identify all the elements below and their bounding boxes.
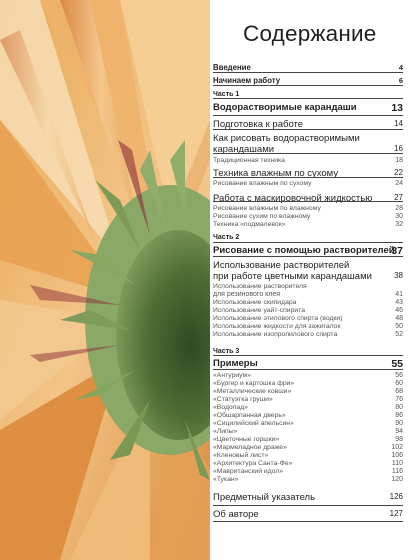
toc-entry-title: Традиционная техника — [213, 157, 285, 164]
toc-entry-title: «Липы» — [213, 428, 238, 435]
toc-entry-title: Часть 2 — [213, 234, 240, 241]
toc-entry-title: «Бургер и картошка фри» — [213, 380, 295, 387]
divider-line — [213, 521, 403, 522]
toc-entry-title: Использование уайт-спирита — [213, 307, 305, 314]
toc-page-number: 6 — [398, 76, 403, 85]
toc-entry-title: «Тукан» — [213, 476, 239, 483]
toc-page-number: 56 — [395, 372, 403, 379]
divider-line — [213, 72, 403, 73]
toc-page-number: 41 — [395, 291, 403, 298]
toc-entry-title: «Мармеладное драже» — [213, 444, 287, 451]
toc-entry-title: Подготовка к работе — [213, 119, 304, 130]
toc-entry-title-cont: для резинового клея — [213, 291, 281, 298]
toc-entry-title: «Цветочные горшки» — [213, 436, 280, 443]
toc-page-number: 98 — [395, 436, 403, 443]
toc-page-number: 37 — [391, 245, 403, 257]
toc-page-number: 60 — [395, 380, 403, 387]
toc-entry-title: «Водопад» — [213, 404, 248, 411]
toc-entry-title: «Сицилийский апельсин» — [213, 420, 294, 427]
toc-page-number: 76 — [395, 396, 403, 403]
toc-entry-title: «Кленовый лист» — [213, 452, 269, 459]
toc-entry-title: Рисование сухим по влажному — [213, 213, 311, 220]
toc-entry-title: Начинаем работу — [213, 76, 281, 85]
toc-entry-title: Техника «подмалевок» — [213, 221, 286, 228]
toc-page-number: 48 — [395, 315, 403, 322]
toc-entry-title: Использование скипидара — [213, 299, 297, 306]
toc-entry-title: «Металлические ковши» — [213, 388, 292, 395]
toc-page-number: 13 — [391, 102, 403, 114]
toc-entry-title-cont: при работе цветными карандашами — [213, 271, 372, 282]
toc-entry-title: «Антуриум» — [213, 372, 251, 379]
divider-line — [213, 242, 403, 243]
toc-entry-title: «Обшарпанная дверь» — [213, 412, 286, 419]
toc-page-number: 28 — [395, 205, 403, 212]
toc-page-number: 86 — [395, 412, 403, 419]
toc-page-number: 127 — [389, 509, 403, 518]
toc-page-number: 27 — [394, 193, 403, 202]
toc-page-number: 30 — [395, 213, 403, 220]
toc-entry-title: Использование изопропилового спирта — [213, 331, 338, 338]
toc-entry-title: Об авторе — [213, 509, 259, 520]
toc-page-number: 52 — [395, 331, 403, 338]
divider-line — [213, 369, 403, 370]
toc-entry-title: Использование жидкости для зажигалок — [213, 323, 341, 330]
toc-entry-title: Использование растворителя — [213, 283, 307, 290]
toc-page-number: 43 — [395, 299, 403, 306]
toc-entry-title: Использование растворителей — [213, 260, 350, 271]
toc-page-number: 22 — [394, 168, 403, 177]
divider-line — [213, 256, 403, 257]
toc-entry-title: Использование этилового спирта (водки) — [213, 315, 343, 322]
toc-page-number: 55 — [391, 358, 403, 370]
divider-line — [213, 98, 403, 99]
toc-page-number: 106 — [391, 452, 403, 459]
divider-line — [213, 129, 403, 130]
toc-page-number: 116 — [391, 468, 403, 475]
toc-page-number: 102 — [391, 444, 403, 451]
divider-line — [213, 201, 403, 202]
toc-entry-title: Введение — [213, 63, 251, 72]
toc-page-number: 68 — [395, 388, 403, 395]
toc-page-number: 80 — [395, 404, 403, 411]
toc-entry-title: Работа с маскировочной жидкостью — [213, 193, 373, 204]
toc-page-number: 16 — [394, 144, 403, 153]
divider-line — [213, 85, 403, 86]
toc-entry-title: Водорастворимые карандаши — [213, 102, 357, 113]
toc-entry-title: «Архитектура Санта-Фе» — [213, 460, 293, 467]
toc-entry-title: Рисование влажным по сухому — [213, 180, 312, 187]
toc-entry-title: Как рисовать водорастворимыми — [213, 133, 360, 144]
toc-page-number: 32 — [395, 221, 403, 228]
toc-page-number: 18 — [395, 157, 403, 164]
toc-page-number: 14 — [394, 119, 403, 128]
toc-page-number: 24 — [395, 180, 403, 187]
toc-page-number: 50 — [395, 323, 403, 330]
divider-line — [213, 355, 403, 356]
toc-page-number: 46 — [395, 307, 403, 314]
toc-page-number: 110 — [391, 460, 403, 467]
toc-page-number: 126 — [389, 492, 403, 501]
page-title: Содержание — [243, 21, 377, 46]
toc-entry-title: Часть 3 — [213, 348, 240, 355]
toc-entry-title: Техника влажным по сухому — [213, 168, 339, 179]
toc-entry-title-cont: карандашами — [213, 144, 275, 155]
toc-page-number: 38 — [394, 271, 403, 280]
toc-entry-title: Предметный указатель — [213, 492, 316, 503]
toc-page-number: 120 — [391, 476, 403, 483]
toc-page-number: 90 — [395, 420, 403, 427]
toc-entry-title: «Мавританский идол» — [213, 468, 284, 475]
toc-page-number: 4 — [398, 63, 403, 72]
divider-line — [213, 505, 403, 506]
divider-line — [213, 115, 403, 116]
table-of-contents — [213, 0, 403, 560]
divider-line — [213, 177, 403, 178]
toc-entry-title: Рисование с помощью растворителей — [213, 245, 395, 256]
toc-entry-title: Примеры — [213, 358, 258, 369]
divider-line — [213, 153, 403, 154]
toc-entry-title: Часть 1 — [213, 91, 240, 98]
toc-entry-title: Рисование влажным по влажному — [213, 205, 321, 212]
toc-page-number: 94 — [395, 428, 403, 435]
toc-entry-title: «Статуэтка груши» — [213, 396, 273, 403]
